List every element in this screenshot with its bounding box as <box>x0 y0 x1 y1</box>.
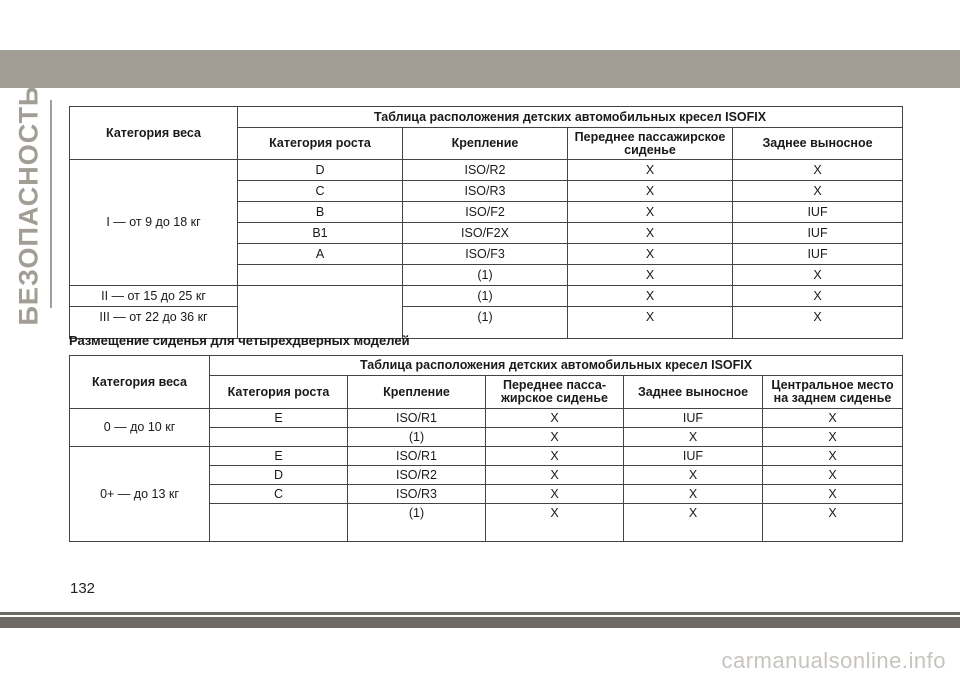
section-title: БЕЗОПАСНОСТЬ <box>13 85 44 325</box>
page-number: 132 <box>70 580 96 597</box>
rear-cell: IUF <box>733 202 903 223</box>
front-cell: X <box>568 181 733 202</box>
height-cell: D <box>210 466 348 485</box>
side-divider <box>50 100 52 308</box>
front-cell: X <box>568 223 733 244</box>
center-cell: X <box>763 447 903 466</box>
height-cell: E <box>210 409 348 428</box>
weight-cell: 0 — до 10 кг <box>70 409 210 447</box>
front-cell: X <box>568 202 733 223</box>
watermark: carmanualsonline.info <box>721 648 946 673</box>
center-cell: X <box>763 485 903 504</box>
mount-cell: ISO/R3 <box>348 485 486 504</box>
table-row <box>70 160 903 181</box>
front-cell: X <box>568 265 733 286</box>
rear-cell: IUF <box>624 447 763 466</box>
section-side-label <box>13 85 44 325</box>
t2-header-height: Категория роста <box>210 376 348 409</box>
front-cell: X <box>486 428 624 447</box>
t1-header-front: Переднее пассажирское сиденье <box>568 128 733 160</box>
rear-cell: X <box>733 286 903 307</box>
height-cell: E <box>210 447 348 466</box>
t2-header-main: Таблица расположения детских автомобильных кресел ISOFIX <box>210 356 903 376</box>
weight-cell: 0+ — до 13 кг <box>70 447 210 542</box>
height-cell <box>238 286 403 307</box>
table-row <box>70 409 903 428</box>
t1-header-rear: Заднее выносное <box>733 128 903 160</box>
mount-cell: ISO/R2 <box>403 160 568 181</box>
front-cell: X <box>486 409 624 428</box>
center-cell: X <box>763 428 903 447</box>
height-cell: C <box>238 181 403 202</box>
mount-cell: (1) <box>403 265 568 286</box>
rear-cell: X <box>733 307 903 339</box>
height-cell <box>210 504 348 542</box>
height-cell <box>238 265 403 286</box>
center-cell: X <box>763 466 903 485</box>
t2-header-mount: Крепление <box>348 376 486 409</box>
front-cell: X <box>486 447 624 466</box>
header-band <box>0 50 960 88</box>
mount-cell: ISO/R1 <box>348 447 486 466</box>
front-cell: X <box>568 286 733 307</box>
height-cell: A <box>238 244 403 265</box>
t1-header-weight: Категория веса <box>70 107 238 160</box>
t1-header-height: Категория роста <box>238 128 403 160</box>
weight-cell: I — от 9 до 18 кг <box>70 160 238 286</box>
t2-header-rear: Заднее выносное <box>624 376 763 409</box>
front-cell: X <box>568 307 733 339</box>
footer-rule <box>0 612 960 615</box>
height-cell: D <box>238 160 403 181</box>
front-cell: X <box>486 485 624 504</box>
rear-cell: X <box>624 466 763 485</box>
mount-cell: ISO/R1 <box>348 409 486 428</box>
mount-cell: (1) <box>403 307 568 339</box>
rear-cell: X <box>733 181 903 202</box>
height-cell: B1 <box>238 223 403 244</box>
mount-cell: ISO/F2 <box>403 202 568 223</box>
table-row <box>70 286 903 307</box>
t2-header-front: Переднее пасса-жирское сиденье <box>486 376 624 409</box>
center-cell: X <box>763 504 903 542</box>
rear-cell: X <box>624 504 763 542</box>
mount-cell: (1) <box>348 428 486 447</box>
footer-band <box>0 617 960 628</box>
t2-header-center: Центральное место на заднем сиденье <box>763 376 903 409</box>
front-cell: X <box>568 244 733 265</box>
table-row <box>70 447 903 466</box>
rear-cell: X <box>733 160 903 181</box>
front-cell: X <box>568 160 733 181</box>
rear-cell: X <box>624 428 763 447</box>
isofix-table-2 <box>69 355 903 542</box>
t1-header-mount: Крепление <box>403 128 568 160</box>
weight-cell: III — от 22 до 36 кг <box>70 307 238 339</box>
mount-cell: (1) <box>348 504 486 542</box>
rear-cell: IUF <box>624 409 763 428</box>
rear-cell: X <box>733 265 903 286</box>
height-cell: C <box>210 485 348 504</box>
subtitle: Размещение сиденья для четырехдверных моделей <box>69 333 410 348</box>
height-cell <box>210 428 348 447</box>
height-cell: B <box>238 202 403 223</box>
t2-header-weight: Категория веса <box>70 356 210 409</box>
rear-cell: IUF <box>733 223 903 244</box>
mount-cell: ISO/F3 <box>403 244 568 265</box>
mount-cell: ISO/F2X <box>403 223 568 244</box>
front-cell: X <box>486 504 624 542</box>
mount-cell: ISO/R2 <box>348 466 486 485</box>
weight-cell: II — от 15 до 25 кг <box>70 286 238 307</box>
mount-cell: (1) <box>403 286 568 307</box>
rear-cell: X <box>624 485 763 504</box>
mount-cell: ISO/R3 <box>403 181 568 202</box>
rear-cell: IUF <box>733 244 903 265</box>
t1-header-main: Таблица расположения детских автомобильных кресел ISOFIX <box>238 107 903 128</box>
front-cell: X <box>486 466 624 485</box>
center-cell: X <box>763 409 903 428</box>
isofix-table-1 <box>69 106 903 339</box>
